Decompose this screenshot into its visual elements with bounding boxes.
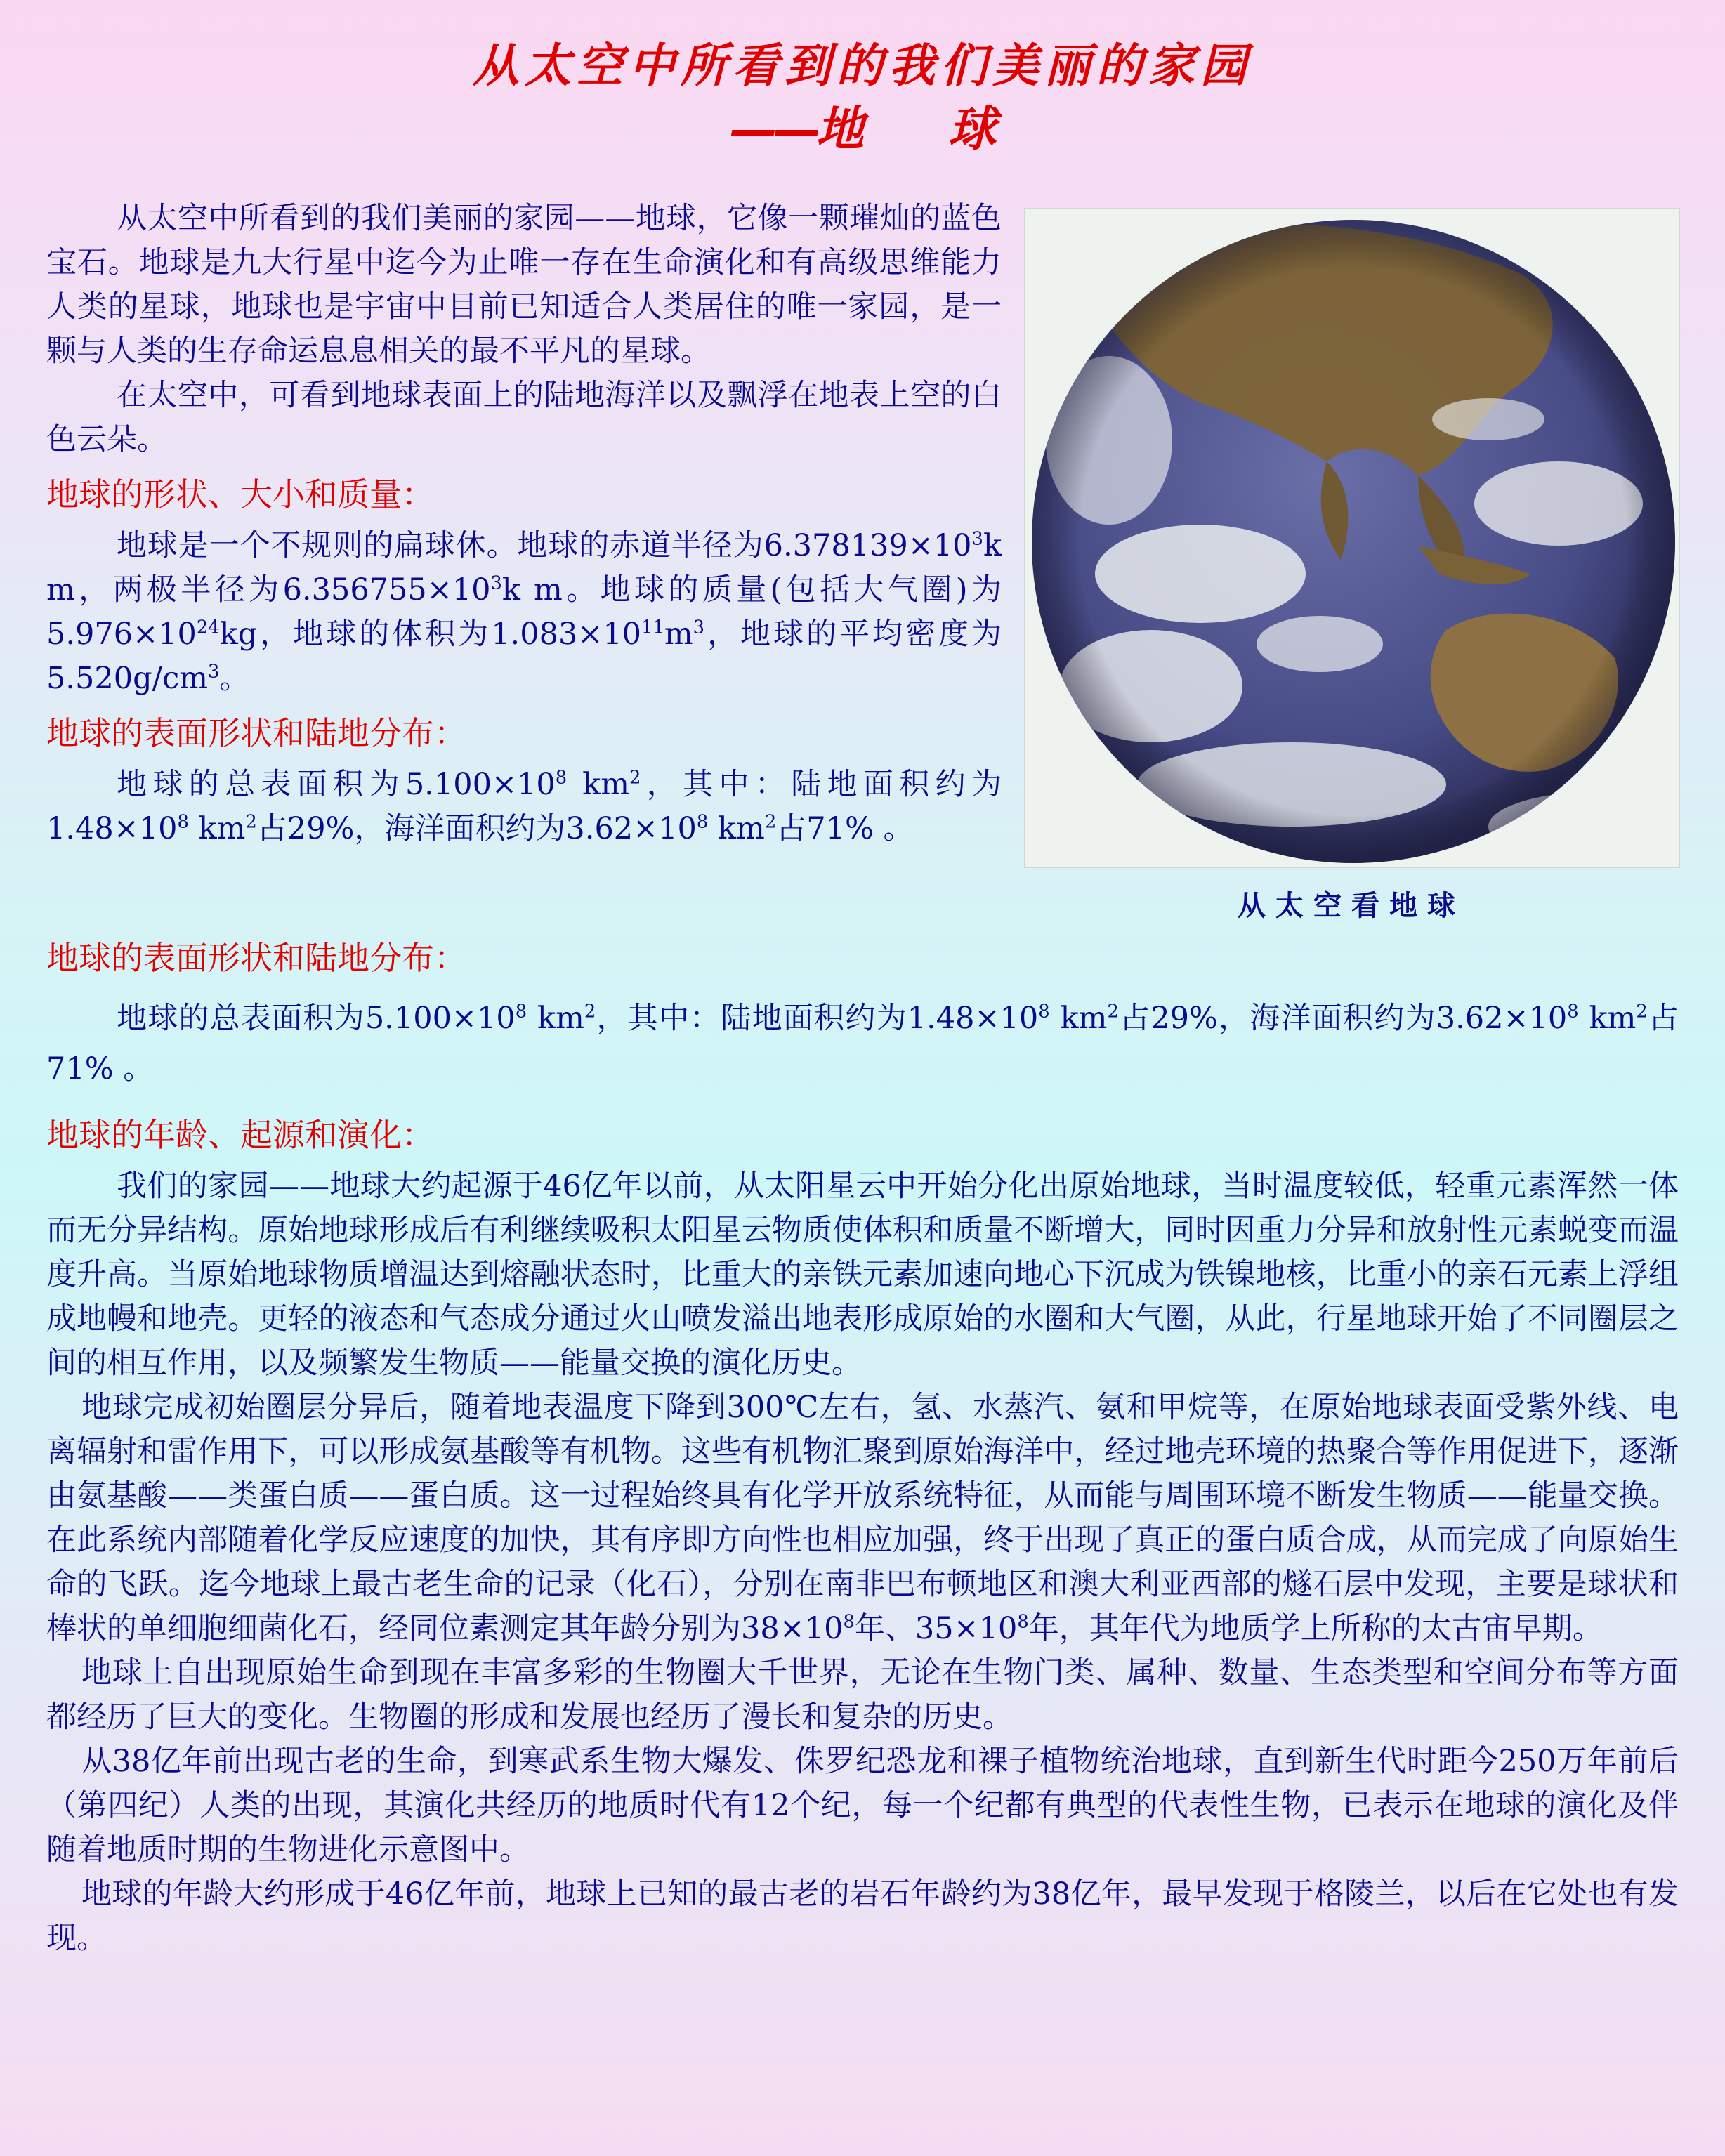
earth-photo-caption: 从太空看地球 [1238, 890, 1465, 922]
shape-paragraph: 地球是一个不规则的扁球休。地球的赤道半径为$6.378139\times 10^3k$ m，两极半径为$6.356755\times 10^3k$ m。地球的质量(包括大气圈)为$5.976\times 10^{24}kg$，地球的体积为$1.083\times 10^{11}m^3$，地球的平均密度为$5.520g/cm^3$。 [46, 528, 1002, 696]
earth-globe-illustration [1025, 209, 1679, 867]
age-paragraph-3: 地球上自出现原始生命到现在丰富多彩的生物圈大千世界，无论在生物门类、属种、数量、生态类型和空间分布等方面都经历了巨大的变化。生物圈的形成和发展也经历了漫长和复杂的历史。 [46, 1655, 1679, 1735]
age-paragraph-4: 从38亿年前出现古老的生命，到寒武系生物大爆发、侏罗纪恐龙和裸子植物统治地球，直到新生代时距今250万年前后（第四纪）人类的出现，其演化共经历的地质时代有12个纪，每一个纪都有典型的代表性生物，已表示在地球的演化及伴随着地质时期的生物进化示意图中。 [46, 1744, 1679, 1867]
age-paragraph-5: 地球的年龄大约形成于46亿年前，地球上已知的最古老的岩石年龄约为38亿年，最早发现于格陵兰，以后在它处也有发现。 [46, 1876, 1679, 1956]
intro-paragraph-1: 从太空中所看到的我们美丽的家园——地球，它像一颗璀灿的蓝色宝石。地球是九大行星中迄今为止唯一存在生命演化和有高级思维能力人类的星球，地球也是宇宙中目前已知适合人类居住的唯一家园，是一颗与人类的生存命运息息相关的最不平凡的星球。 [46, 201, 1002, 369]
title-dash: —— [728, 101, 816, 157]
age-paragraph-2: 地球完成初始圈层分异后，随着地表温度下降到300℃左右，氢、水蒸汽、氨和甲烷等，在原始地球表面受紫外线、电离辐射和雷作用下，可以形成氨基酸等有机物。这些有机物汇聚到原始海洋中，经过地壳环境的热聚合等作用促进下，逐渐由氨基酸——类蛋白质——蛋白质。这一过程始终具有化学开放系统特征，从而能与周围环境不断发生物质——能量交换。在此系统内部随着化学反应速度的加快，其有序即方向性也相应加强，终于出现了真正的蛋白质合成，从而完成了向原始生命的飞跃。迄今地球上最古老生命的记录（化石），分别在南非巴布顿地区和澳大利亚西部的燧石层中发现，主要是球状和棒状的单细胞细菌化石，经同位素测定其年龄分别为$38\times 10^8$年、$35\times 10^8$年，其年代为地质学上所称的太古宙早期。 [46, 1390, 1679, 1646]
section-heading-age: 地球的年龄、起源和演化： [46, 1116, 434, 1154]
main-text-column [46, 935, 1679, 1961]
section-heading-surface: 地球的表面形状和陆地分布： [46, 714, 466, 752]
surface-paragraph-repeat: 地球的总表面积为$5.100\times 10^8$ $km^2$，其中：陆地面积约为$1.48\times 10^8$ $km^2$占29%，海洋面积约为$3.62\times 10^8$ $km^2$占71% 。 [46, 1001, 1679, 1086]
intro-paragraph-2: 在太空中，可看到地球表面上的陆地海洋以及飘浮在地表上空的白色云朵。 [46, 378, 1002, 457]
section-heading-surface-repeat: 地球的表面形状和陆地分布： [46, 939, 466, 977]
title-word-di: 地 [815, 101, 864, 157]
section-heading-shape: 地球的形状、大小和质量： [46, 475, 434, 513]
surface-paragraph: 地球的总表面积为$5.100\times 10^8$ $km^2$，其中：陆地面积约为$1.48\times 10^8$ $km^2$占29%，海洋面积约为$3.62\times 10^8$ $km^2$占71% 。 [46, 767, 1002, 846]
page-subtitle [0, 91, 1725, 159]
page-title: 从太空中所看到的我们美丽的家园 [473, 38, 1252, 93]
age-paragraph-1: 我们的家园——地球大约起源于46亿年以前，从太阳星云中开始分化出原始地球，当时温度较低，轻重元素浑然一体而无分异结构。原始地球形成后有利继续吸积太阳星云物质使体积和质量不断增大，同时因重力分异和放射性元素蜕变而温度升高。当原始地球物质增温达到熔融状态时，比重大的亲铁元素加速向地心下沉成为铁镍地核，比重小的亲石元素上浮组成地幔和地壳。更轻的液态和气态成分通过火山喷发溢出地表形成原始的水圈和大气圈，从此，行星地球开始了不同圈层之间的相互作用，以及频繁发生物质——能量交换的演化历史。 [46, 1169, 1679, 1381]
title-word-qiu: 球 [948, 101, 997, 157]
earth-photo [1024, 208, 1680, 868]
intro-column [46, 197, 1002, 851]
